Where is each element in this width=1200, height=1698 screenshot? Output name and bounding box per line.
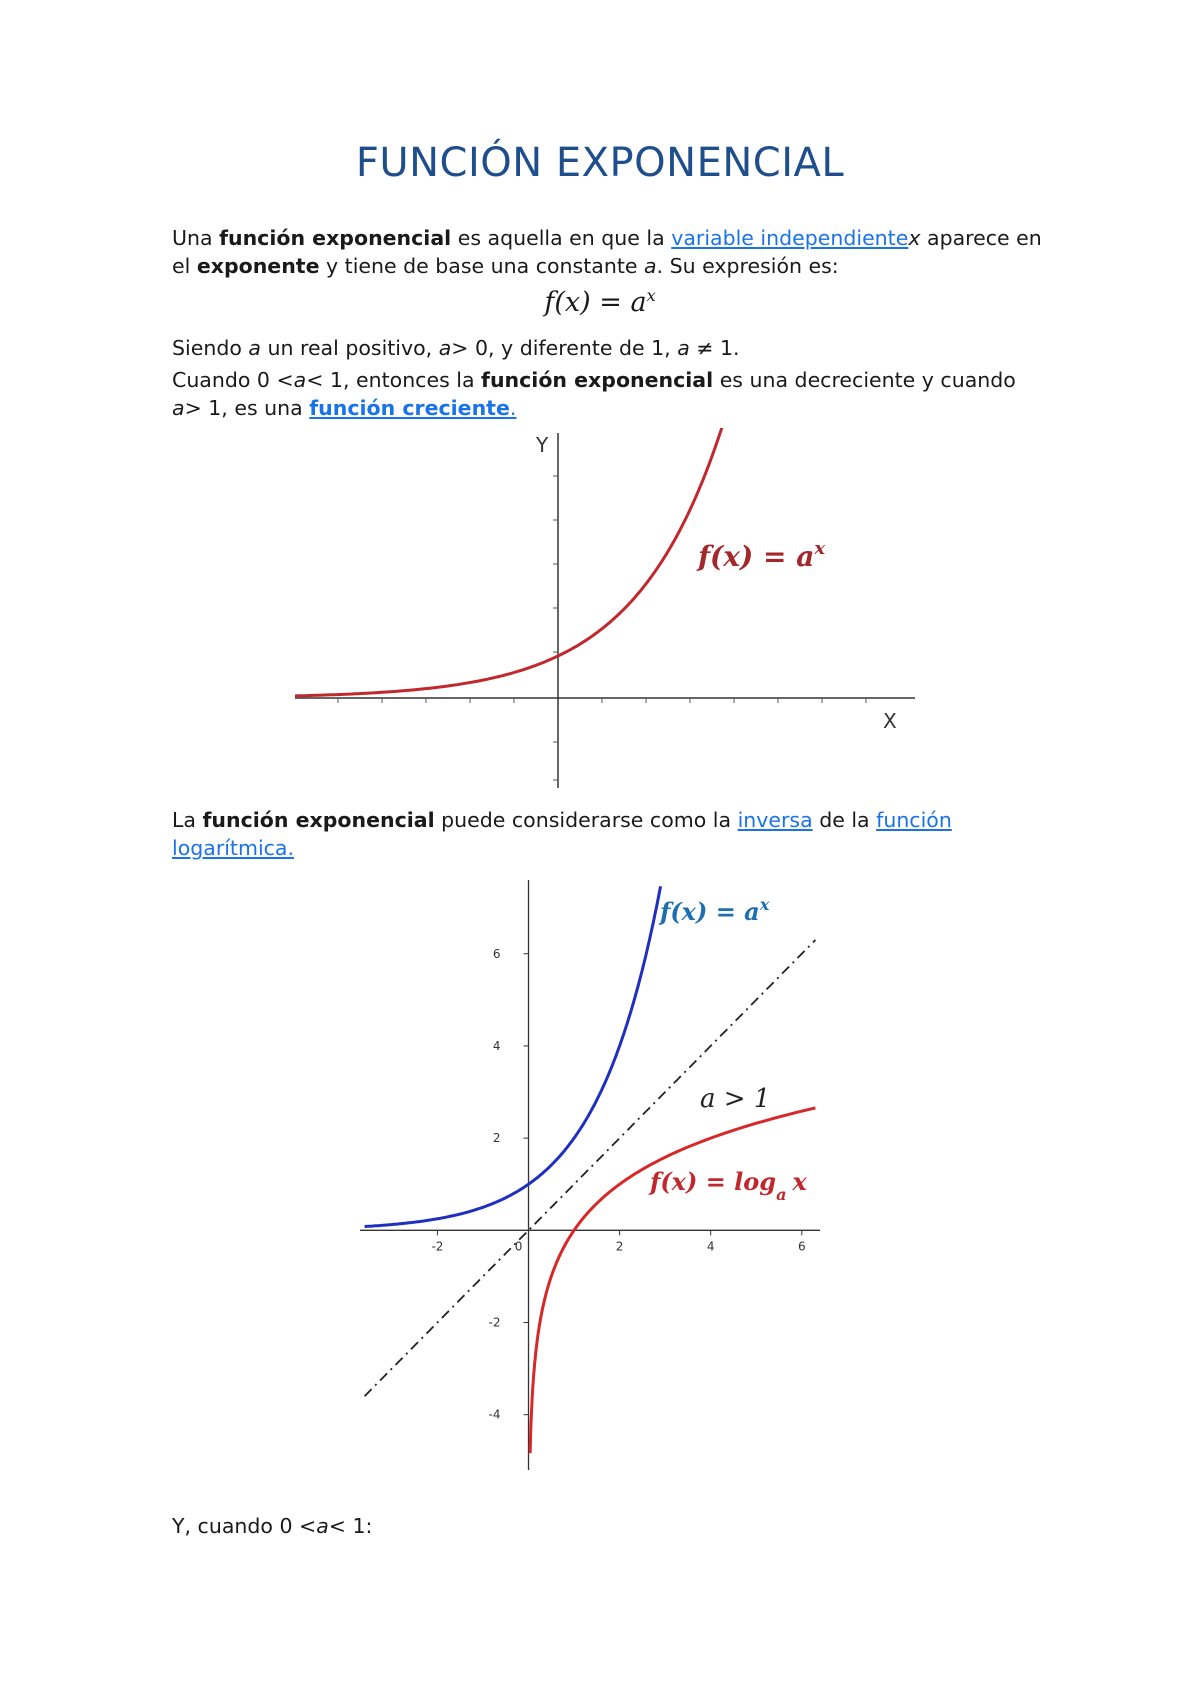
formula-base: f(x) = a	[544, 287, 647, 318]
text: < 1, entonces la	[306, 368, 482, 392]
y-tick-label: -2	[488, 1315, 501, 1330]
text: < 1:	[328, 1514, 373, 1538]
series-logarithm	[530, 1108, 815, 1453]
exponential-curve	[295, 428, 730, 696]
formula-exponent: x	[646, 286, 656, 305]
log-curve-label: $f(x) = \log_a x$	[650, 1167, 807, 1204]
exponential-figure	[290, 428, 925, 793]
text: y tiene de base una constante	[319, 254, 644, 278]
condition-label: a > 1	[700, 1084, 771, 1114]
var: a	[643, 254, 657, 278]
text: Siendo	[172, 336, 249, 360]
text: La	[172, 808, 203, 832]
link-inversa[interactable]: inversa	[737, 808, 813, 832]
var: a	[438, 336, 452, 360]
page-title: FUNCIÓN EXPONENCIAL	[355, 140, 845, 186]
var: a	[293, 368, 307, 392]
text: Y, cuando 0 <	[172, 1514, 317, 1538]
var: a	[316, 1514, 329, 1538]
var: a	[677, 336, 690, 360]
exp-curve-label: $f(x) = a^x$	[660, 895, 770, 926]
text: ≠ 1.	[689, 336, 740, 360]
var: a	[248, 336, 261, 360]
text: . Su expresión es:	[656, 254, 839, 278]
closing-paragraph	[172, 1512, 1042, 1540]
y-tick-label: -4	[488, 1407, 501, 1422]
growth-paragraph	[172, 366, 1042, 422]
y-tick-label: 6	[492, 946, 501, 961]
intro-paragraph	[172, 224, 1042, 280]
link-funcion-logaritmica[interactable]: función logarítmica	[172, 808, 952, 860]
link-period[interactable]: .	[509, 396, 517, 420]
link-funcion-creciente[interactable]: función creciente	[309, 396, 510, 420]
text: un real positivo,	[260, 336, 439, 360]
x-tick-label: 4	[706, 1239, 715, 1254]
x-tick-label: -2	[431, 1239, 444, 1254]
x-tick-label: 0	[514, 1239, 523, 1254]
series-exponential	[365, 886, 661, 1226]
text: de la	[812, 808, 877, 832]
text: es una decreciente y cuando	[713, 368, 1016, 392]
text: es aquella en que la	[451, 226, 672, 250]
text: Una	[172, 226, 220, 250]
curve-label: $f(x) = a^x$	[698, 538, 826, 573]
link-variable-independiente[interactable]: variable independiente	[671, 226, 909, 250]
y-tick-label: 4	[492, 1038, 501, 1053]
text: > 1, es una	[184, 396, 310, 420]
text: puede considerarse como la	[434, 808, 738, 832]
text: Cuando 0 <	[172, 368, 294, 392]
link-period[interactable]: .	[287, 836, 295, 860]
bold-term: exponente	[196, 254, 320, 278]
var: a	[172, 396, 185, 420]
bold-term: función exponencial	[481, 368, 714, 392]
bold-term: función exponencial	[202, 808, 435, 832]
condition-paragraph	[172, 334, 1042, 362]
x-tick-label: 6	[797, 1239, 806, 1254]
x-axis-label: X	[883, 709, 897, 733]
formula	[0, 286, 1200, 318]
inverse-paragraph	[172, 806, 1042, 862]
inverse-chart	[340, 870, 840, 1480]
x-tick-label: 2	[615, 1239, 624, 1254]
text: > 0, y diferente de 1,	[451, 336, 678, 360]
var: x	[908, 226, 921, 250]
bold-term: función exponencial	[219, 226, 452, 250]
text: aparece en el	[172, 226, 1042, 278]
y-axis-label: Y	[536, 433, 549, 457]
y-tick-label: 2	[492, 1131, 501, 1146]
